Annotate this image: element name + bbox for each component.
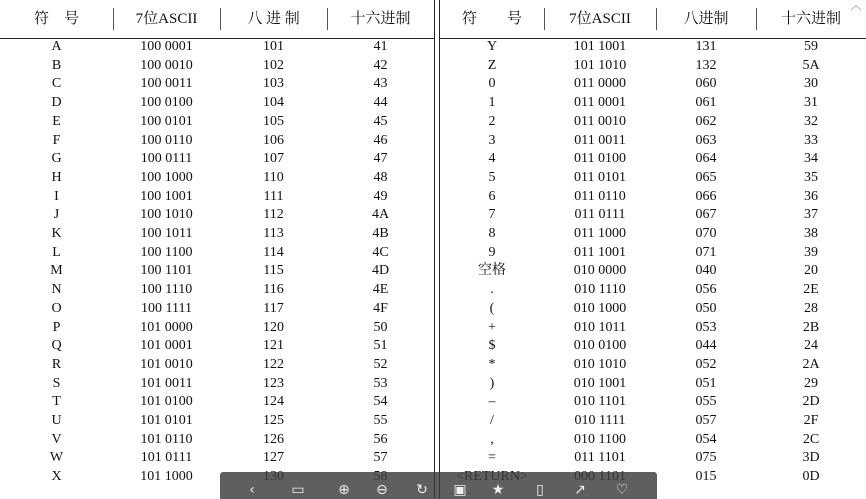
cell-octal: 122 bbox=[263, 356, 284, 372]
cell-ascii-binary: 010 1011 bbox=[574, 319, 626, 335]
cell-symbol: 4 bbox=[488, 151, 496, 167]
table-row bbox=[0, 412, 434, 431]
cell-symbol: Q bbox=[51, 338, 62, 354]
cell-ascii-binary: 100 0111 bbox=[140, 151, 193, 167]
cell-hex: 48 bbox=[373, 169, 388, 185]
cell-hex: 29 bbox=[804, 375, 818, 391]
zoom-in-icon[interactable]: ⊕ bbox=[338, 482, 350, 498]
cell-ascii-binary: 101 1001 bbox=[573, 39, 627, 54]
cell-octal: 107 bbox=[263, 151, 284, 167]
table-row bbox=[0, 356, 434, 375]
cell-symbol: F bbox=[52, 132, 61, 148]
cell-octal: 054 bbox=[695, 431, 717, 447]
cell-hex: 47 bbox=[373, 151, 388, 167]
cell-octal: 057 bbox=[695, 413, 717, 428]
table-row bbox=[440, 449, 866, 468]
header-hex: 十六进制 bbox=[780, 11, 841, 27]
cell-hex: 4F bbox=[373, 300, 388, 316]
cell-octal: 061 bbox=[695, 95, 717, 111]
cell-octal: 067 bbox=[695, 207, 717, 223]
cell-octal: 112 bbox=[263, 207, 284, 223]
cell-ascii-binary: 101 0111 bbox=[140, 450, 193, 466]
right-table bbox=[440, 0, 866, 499]
table-row bbox=[440, 375, 866, 394]
cell-symbol: M bbox=[50, 263, 63, 279]
cell-ascii-binary: 011 0100 bbox=[574, 151, 626, 167]
cell-ascii-binary: 010 1100 bbox=[574, 431, 626, 447]
cell-symbol: ( bbox=[489, 300, 495, 316]
cell-octal: 053 bbox=[695, 319, 717, 335]
cell-octal: 117 bbox=[263, 300, 284, 316]
cell-ascii-binary: 100 1100 bbox=[140, 244, 193, 260]
cell-octal: 051 bbox=[695, 375, 717, 391]
table-row bbox=[0, 375, 434, 394]
cell-hex: 3D bbox=[802, 450, 820, 466]
table-row bbox=[0, 150, 434, 169]
table-row bbox=[440, 57, 866, 76]
table-row bbox=[440, 169, 866, 188]
cell-symbol: D bbox=[51, 95, 62, 111]
cell-octal: 132 bbox=[695, 57, 717, 73]
table-row bbox=[440, 94, 866, 113]
cell-octal: 071 bbox=[695, 244, 717, 260]
cell-ascii-binary: 101 0010 bbox=[140, 356, 193, 372]
cell-octal: 040 bbox=[695, 263, 717, 279]
table-row bbox=[440, 150, 866, 169]
copy-icon[interactable]: ▯ bbox=[536, 482, 544, 498]
cell-octal: 104 bbox=[263, 95, 284, 111]
cell-octal: 116 bbox=[263, 282, 284, 298]
cell-octal: 111 bbox=[263, 188, 284, 204]
cell-octal: 066 bbox=[695, 188, 717, 204]
cell-symbol: H bbox=[51, 169, 62, 185]
cell-octal: 102 bbox=[263, 57, 284, 73]
cell-symbol: T bbox=[52, 394, 61, 410]
rotate-icon[interactable]: ↻ bbox=[416, 482, 428, 498]
cell-ascii-binary: 011 0000 bbox=[574, 76, 626, 92]
cell-octal: 105 bbox=[263, 113, 284, 129]
cell-symbol: $ bbox=[488, 338, 496, 354]
cell-symbol: Z bbox=[487, 57, 497, 73]
cell-hex: 5A bbox=[802, 57, 820, 73]
cell-symbol: J bbox=[53, 207, 60, 223]
cell-ascii-binary: 100 1011 bbox=[140, 226, 193, 241]
cell-ascii-binary: 010 1111 bbox=[574, 413, 626, 428]
cell-hex: 34 bbox=[804, 151, 818, 167]
cell-octal: 050 bbox=[695, 300, 717, 316]
header-symbol: 符 号 bbox=[0, 8, 114, 30]
cell-symbol: S bbox=[52, 375, 61, 391]
cell-hex: 55 bbox=[373, 413, 388, 428]
cell-ascii-binary: 100 1110 bbox=[140, 282, 193, 298]
cell-hex: 53 bbox=[373, 375, 388, 391]
like-icon[interactable]: ♡ bbox=[615, 482, 629, 498]
table-row bbox=[440, 431, 866, 450]
header-7bit-ascii: 7位ASCII bbox=[544, 8, 657, 30]
cell-ascii-binary: 100 0001 bbox=[140, 39, 193, 54]
cell-symbol: . bbox=[490, 282, 494, 298]
table-row bbox=[440, 356, 866, 375]
cell-symbol: A bbox=[51, 39, 62, 54]
cell-symbol: 空格 bbox=[478, 263, 506, 279]
table-row bbox=[440, 244, 866, 263]
cell-octal: 113 bbox=[263, 226, 284, 241]
table-row bbox=[440, 337, 866, 356]
cell-ascii-binary: 101 0101 bbox=[140, 413, 193, 428]
cell-symbol: 5 bbox=[488, 169, 496, 185]
cell-octal: 052 bbox=[695, 356, 717, 372]
cell-symbol: U bbox=[51, 413, 62, 428]
cell-symbol: = bbox=[488, 450, 496, 466]
fit-page-icon[interactable]: ▭ bbox=[291, 482, 305, 498]
table-row bbox=[0, 393, 434, 412]
cell-hex: 2D bbox=[802, 394, 820, 410]
cell-ascii-binary: 101 0000 bbox=[140, 319, 193, 335]
cell-hex: 30 bbox=[804, 76, 818, 92]
cell-symbol: 9 bbox=[488, 244, 496, 260]
cell-octal: 065 bbox=[695, 169, 717, 185]
table-row bbox=[440, 188, 866, 207]
cell-symbol: L bbox=[52, 244, 61, 260]
bookmark-icon[interactable]: ★ bbox=[491, 482, 505, 498]
cell-hex: 42 bbox=[373, 57, 388, 73]
cell-octal: 126 bbox=[263, 431, 284, 447]
cell-ascii-binary: 011 0111 bbox=[574, 207, 626, 223]
cell-ascii-binary: 101 0001 bbox=[140, 338, 193, 354]
header-octal: 八进制 bbox=[656, 8, 757, 30]
table-row bbox=[440, 75, 866, 94]
table-row bbox=[440, 281, 866, 300]
cell-hex: 52 bbox=[373, 356, 388, 372]
cell-octal: 106 bbox=[263, 132, 284, 148]
table-row bbox=[0, 300, 434, 319]
cell-hex: 4D bbox=[371, 263, 390, 279]
cell-symbol: K bbox=[51, 226, 62, 241]
cell-octal: 110 bbox=[263, 169, 284, 185]
table-row bbox=[440, 393, 866, 412]
cell-symbol: , bbox=[490, 431, 494, 447]
cell-hex: 56 bbox=[373, 431, 388, 447]
table-row bbox=[0, 431, 434, 450]
cell-octal: 114 bbox=[263, 244, 284, 260]
cell-ascii-binary: 100 1010 bbox=[140, 207, 193, 223]
table-row bbox=[0, 337, 434, 356]
cell-hex: 4C bbox=[372, 244, 389, 260]
cell-ascii-binary: 010 1110 bbox=[574, 282, 626, 298]
cell-ascii-binary: 101 1000 bbox=[140, 469, 193, 485]
cell-symbol: 7 bbox=[488, 207, 496, 223]
cell-ascii-binary: 010 1000 bbox=[573, 300, 627, 316]
cell-ascii-binary: 101 0100 bbox=[140, 394, 193, 410]
cell-ascii-binary: 100 0110 bbox=[140, 132, 193, 148]
save-icon[interactable]: ▣ bbox=[453, 482, 467, 498]
cell-octal: 063 bbox=[695, 132, 717, 148]
cell-hex: 43 bbox=[373, 76, 388, 92]
cell-symbol: X bbox=[51, 469, 62, 485]
cell-hex: 33 bbox=[804, 132, 818, 148]
cell-octal: 125 bbox=[263, 413, 284, 428]
cell-hex: 44 bbox=[373, 95, 388, 111]
cell-symbol: + bbox=[488, 319, 496, 335]
cell-hex: 45 bbox=[373, 113, 388, 129]
cell-octal: 015 bbox=[695, 469, 717, 485]
header-octal: 八 进 制 bbox=[220, 8, 328, 30]
cell-symbol: R bbox=[51, 356, 62, 372]
share-icon[interactable]: ↗ bbox=[574, 482, 586, 498]
cell-ascii-binary: 010 1010 bbox=[573, 356, 627, 372]
cell-hex: 39 bbox=[804, 244, 818, 260]
cell-octal: 121 bbox=[263, 338, 284, 354]
cell-ascii-binary: 100 1001 bbox=[140, 188, 193, 204]
table-row bbox=[0, 38, 434, 57]
cell-hex: 2A bbox=[802, 356, 820, 372]
table-row bbox=[0, 94, 434, 113]
cell-ascii-binary: 010 0100 bbox=[573, 338, 627, 354]
cell-hex: 36 bbox=[804, 188, 818, 204]
cell-octal: 101 bbox=[263, 39, 284, 54]
table-row bbox=[440, 38, 866, 57]
cell-ascii-binary: 011 1000 bbox=[574, 226, 626, 241]
cell-ascii-binary: 100 1101 bbox=[140, 263, 193, 279]
cell-ascii-binary: 101 0110 bbox=[140, 431, 193, 447]
cell-hex: 4E bbox=[372, 282, 389, 298]
cell-hex: 2B bbox=[802, 319, 820, 335]
cell-ascii-binary: 100 1111 bbox=[141, 300, 192, 316]
cell-symbol: V bbox=[51, 431, 62, 447]
cell-ascii-binary: 010 1101 bbox=[574, 394, 626, 410]
cell-octal: 103 bbox=[263, 76, 284, 92]
table-row bbox=[0, 113, 434, 132]
cell-octal: 123 bbox=[263, 375, 284, 391]
left-table-header bbox=[0, 0, 434, 39]
cell-hex: 31 bbox=[804, 95, 818, 111]
table-row bbox=[440, 206, 866, 225]
viewer-toolbar bbox=[220, 472, 657, 499]
cell-hex: 4A bbox=[371, 207, 390, 223]
table-row bbox=[0, 75, 434, 94]
cell-symbol: 3 bbox=[488, 132, 496, 148]
cell-octal: 127 bbox=[263, 450, 284, 466]
cell-symbol: * bbox=[488, 356, 496, 372]
cell-symbol: ) bbox=[489, 375, 495, 391]
cell-symbol: 0 bbox=[488, 76, 496, 92]
table-row bbox=[440, 319, 866, 338]
table-row bbox=[440, 225, 866, 244]
cell-symbol: 8 bbox=[488, 226, 496, 241]
zoom-out-icon[interactable]: ⊖ bbox=[376, 482, 388, 498]
cell-hex: 0D bbox=[802, 469, 820, 485]
cell-ascii-binary: 010 0000 bbox=[573, 263, 627, 279]
cell-hex: 41 bbox=[373, 39, 388, 54]
cell-symbol: G bbox=[51, 151, 62, 167]
cell-symbol: N bbox=[51, 282, 62, 298]
table-row bbox=[440, 412, 866, 431]
table-row bbox=[0, 132, 434, 151]
cell-ascii-binary: 011 0010 bbox=[574, 113, 626, 129]
cell-octal: 060 bbox=[695, 76, 717, 92]
table-row bbox=[440, 300, 866, 319]
header-symbol: 符 号 bbox=[440, 8, 545, 30]
cell-hex: 59 bbox=[804, 39, 818, 54]
cell-octal: 120 bbox=[263, 319, 284, 335]
cell-hex: 37 bbox=[804, 207, 818, 223]
cell-octal: 055 bbox=[695, 394, 717, 410]
cell-hex: 2C bbox=[802, 431, 820, 447]
cell-symbol: W bbox=[49, 450, 64, 466]
collapse-icon[interactable]: ︿ bbox=[850, 0, 862, 12]
table-row bbox=[440, 262, 866, 281]
table-row bbox=[440, 132, 866, 151]
cell-symbol: Y bbox=[486, 39, 498, 54]
cell-ascii-binary: 010 1001 bbox=[573, 375, 627, 391]
cell-hex: 2F bbox=[803, 413, 819, 428]
cell-octal: 064 bbox=[695, 151, 717, 167]
cell-ascii-binary: 011 1101 bbox=[574, 450, 626, 466]
cell-hex: 50 bbox=[373, 319, 388, 335]
table-row bbox=[0, 206, 434, 225]
cell-hex: 28 bbox=[804, 300, 818, 316]
cell-hex: 51 bbox=[373, 338, 388, 354]
cell-octal: 124 bbox=[263, 394, 284, 410]
cell-symbol: – bbox=[488, 394, 496, 410]
cell-ascii-binary: 011 1001 bbox=[574, 244, 626, 260]
cell-ascii-binary: 100 0010 bbox=[140, 57, 193, 73]
cell-hex: 24 bbox=[804, 338, 818, 354]
cell-hex: 54 bbox=[373, 394, 388, 410]
table-row bbox=[0, 57, 434, 76]
cell-symbol: I bbox=[54, 188, 59, 204]
cell-hex: 4B bbox=[372, 226, 389, 241]
cell-symbol: 6 bbox=[488, 188, 496, 204]
cell-symbol: P bbox=[52, 319, 61, 335]
table-row bbox=[0, 449, 434, 468]
cell-ascii-binary: 101 0011 bbox=[140, 375, 193, 391]
header-hex: 十六进制 bbox=[350, 11, 411, 27]
cell-symbol: 2 bbox=[488, 113, 496, 129]
cell-octal: 062 bbox=[695, 113, 717, 129]
table-row bbox=[0, 319, 434, 338]
table-row bbox=[0, 262, 434, 281]
cell-hex: 46 bbox=[373, 132, 388, 148]
prev-page-icon[interactable]: ‹ bbox=[249, 482, 255, 498]
cell-hex: 57 bbox=[373, 450, 388, 466]
cell-octal: 056 bbox=[695, 282, 717, 298]
cell-symbol: E bbox=[52, 113, 61, 129]
cell-ascii-binary: 100 0100 bbox=[140, 95, 193, 111]
cell-symbol: / bbox=[490, 413, 494, 428]
cell-symbol: O bbox=[51, 300, 62, 316]
cell-symbol: 1 bbox=[488, 95, 496, 111]
cell-octal: 044 bbox=[695, 338, 717, 354]
cell-ascii-binary: 011 0011 bbox=[574, 132, 626, 148]
cell-symbol: C bbox=[51, 76, 62, 92]
cell-hex: 49 bbox=[373, 188, 388, 204]
cell-ascii-binary: 100 1000 bbox=[140, 169, 193, 185]
table-row bbox=[0, 188, 434, 207]
cell-octal: 115 bbox=[263, 263, 284, 279]
cell-octal: 075 bbox=[695, 450, 717, 466]
cell-hex: 32 bbox=[804, 113, 818, 129]
cell-ascii-binary: 101 1010 bbox=[573, 57, 627, 73]
cell-octal: 070 bbox=[695, 226, 717, 241]
cell-ascii-binary: 100 0011 bbox=[140, 76, 193, 92]
cell-ascii-binary: 011 0001 bbox=[574, 95, 626, 111]
cell-symbol: B bbox=[51, 57, 62, 73]
cell-ascii-binary: 011 0101 bbox=[574, 169, 626, 185]
cell-hex: 35 bbox=[804, 169, 818, 185]
header-7bit-ascii: 7位ASCII bbox=[113, 8, 221, 30]
cell-hex: 38 bbox=[804, 226, 818, 241]
cell-hex: 2E bbox=[803, 282, 819, 298]
cell-hex: 20 bbox=[804, 263, 818, 279]
right-table-header bbox=[440, 0, 866, 39]
table-row bbox=[440, 113, 866, 132]
cell-octal: 131 bbox=[695, 39, 717, 54]
cell-ascii-binary: 100 0101 bbox=[140, 113, 193, 129]
table-row bbox=[0, 244, 434, 263]
cell-ascii-binary: 011 0110 bbox=[574, 188, 626, 204]
table-row bbox=[0, 225, 434, 244]
table-row bbox=[0, 281, 434, 300]
table-row bbox=[0, 169, 434, 188]
